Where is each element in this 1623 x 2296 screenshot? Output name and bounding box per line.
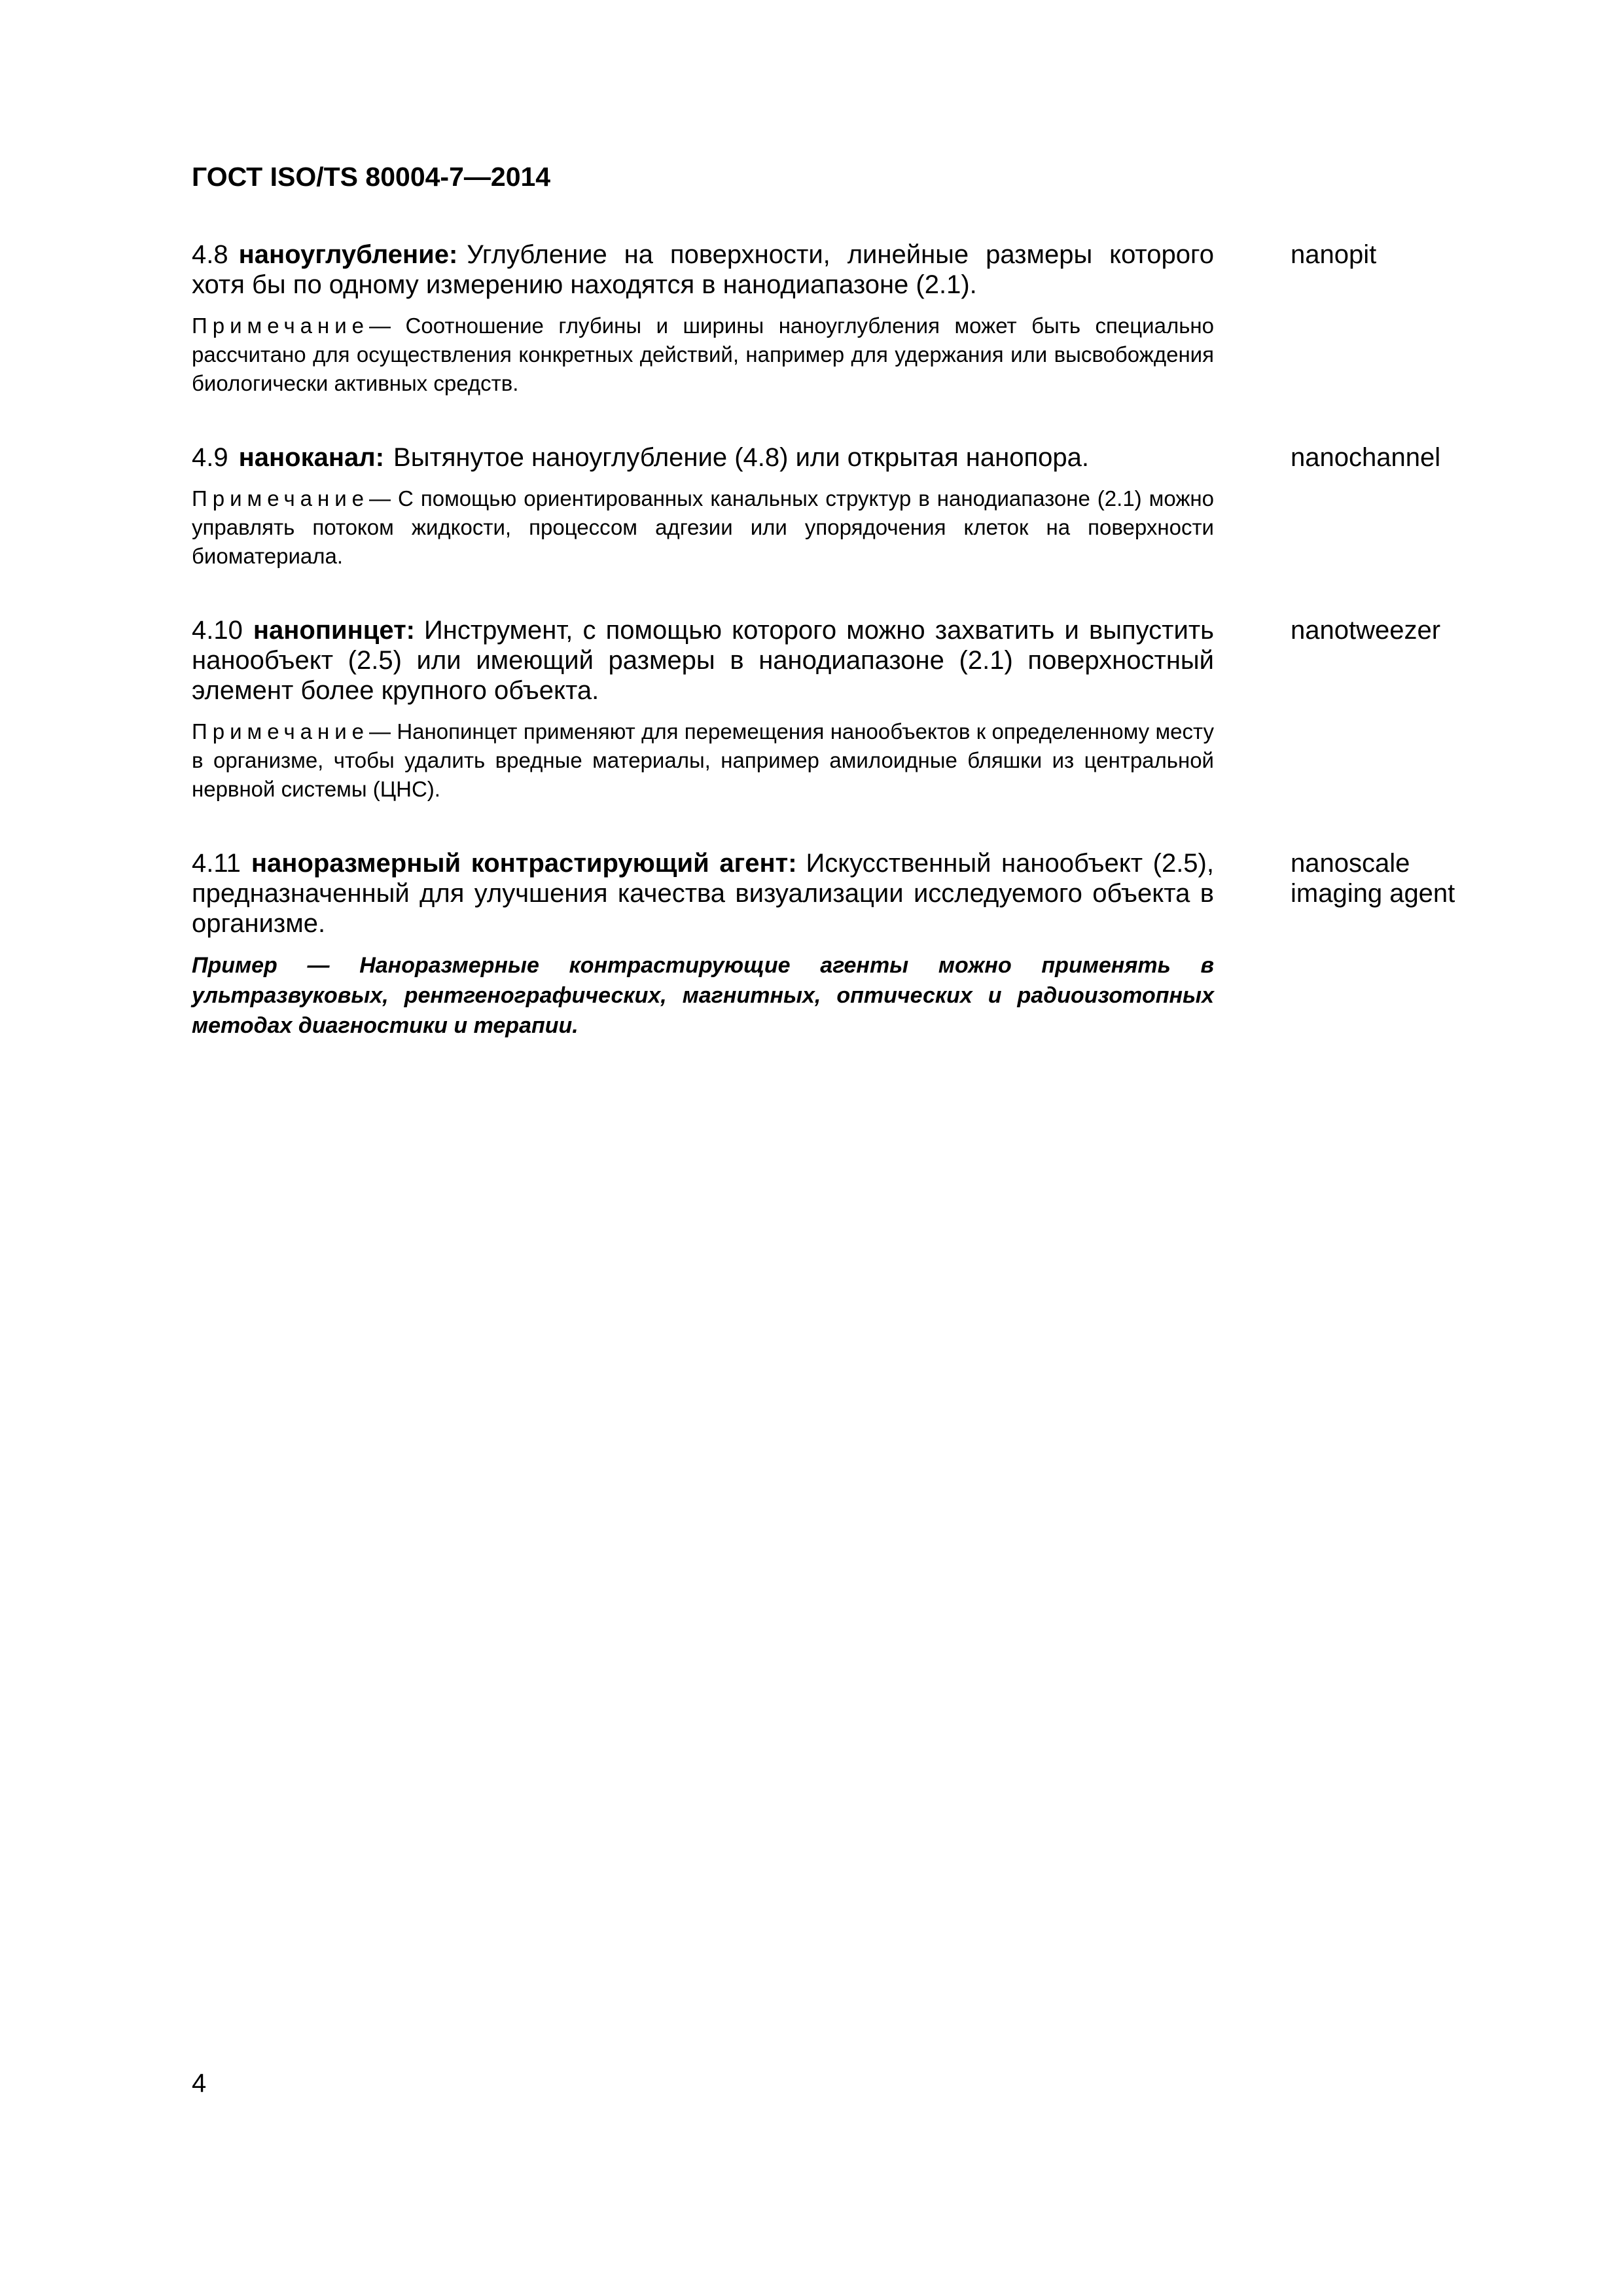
page-number: 4: [192, 2069, 207, 2098]
term-name: наноразмерный контрастирующий агент:: [251, 849, 797, 878]
term-definition: [192, 615, 1214, 706]
english-term: nanopit: [1291, 240, 1377, 269]
document-designation: ГОСТ ISO/TS 80004-7—2014: [192, 162, 551, 192]
note-text: — С помощью ориентированных канальных структур в нанодиапазоне (2.1) можно управлять потоком жидкости, процессом адгезии или упорядочения клеток на поверхности биоматериала.: [192, 486, 1214, 568]
term-body: [192, 615, 1214, 804]
term-body: [192, 442, 1214, 571]
note-text: — Соотношение глубины и ширины наноуглубления может быть специально рассчитано для осуществления конкретных действий, например для удержания или высвобождения биологически активных средств.: [192, 314, 1214, 395]
english-term: nanochannel: [1291, 443, 1441, 472]
english-term: nanotweezer: [1291, 616, 1441, 645]
term-definition-text: Искусственный нанообъект (2.5), предназначенный для улучшения качества визуализации исследуемого объекта в организме.: [192, 849, 1214, 938]
term-name: наноуглубление:: [238, 240, 458, 269]
term-body: [192, 848, 1214, 1041]
term-note: [192, 484, 1214, 571]
term-definition-text: Углубление на поверхности, линейные размеры которого хотя бы по одному измерению находятся в нанодиапазоне (2.1).: [192, 240, 1214, 299]
term-number: 4.11: [192, 849, 241, 878]
term-example: Пример — Наноразмерные контрастирующие агенты можно применять в ультразвуковых, рентгенографических, магнитных, оптических и радиоизотопных методах диагностики и терапии.: [192, 953, 1214, 1038]
term-name: наноканал:: [238, 443, 385, 472]
term-body: [192, 240, 1214, 398]
term-definition-text: Инструмент, с помощью которого можно захватить и выпустить нанообъект (2.5) или имеющий размеры в нанодиапазоне (2.1) поверхностный элемент более крупного объекта.: [192, 616, 1214, 705]
term-number: 4.9: [192, 443, 228, 472]
term-note: [192, 717, 1214, 804]
note-label: Примечание: [192, 719, 370, 744]
term-number: 4.8: [192, 240, 228, 269]
term-definition-text: Вытянутое наноуглубление (4.8) или открытая нанопора.: [393, 443, 1089, 472]
term-definition: [192, 848, 1214, 939]
term-number: 4.10: [192, 616, 243, 645]
note-text: — Нанопинцет применяют для перемещения нанообъектов к определенному месту в организме, чтобы удалить вредные материалы, например амилоидные бляшки из центральной нервной системы (ЦНС).: [192, 719, 1214, 801]
term-definition: [192, 240, 1214, 300]
term-definition: [192, 442, 1214, 473]
term-name: нанопинцет:: [253, 616, 415, 645]
note-label: Примечание: [192, 314, 370, 338]
english-term: nanoscale imaging agent: [1291, 849, 1455, 908]
term-note: [192, 312, 1214, 398]
note-label: Примечание: [192, 486, 370, 511]
